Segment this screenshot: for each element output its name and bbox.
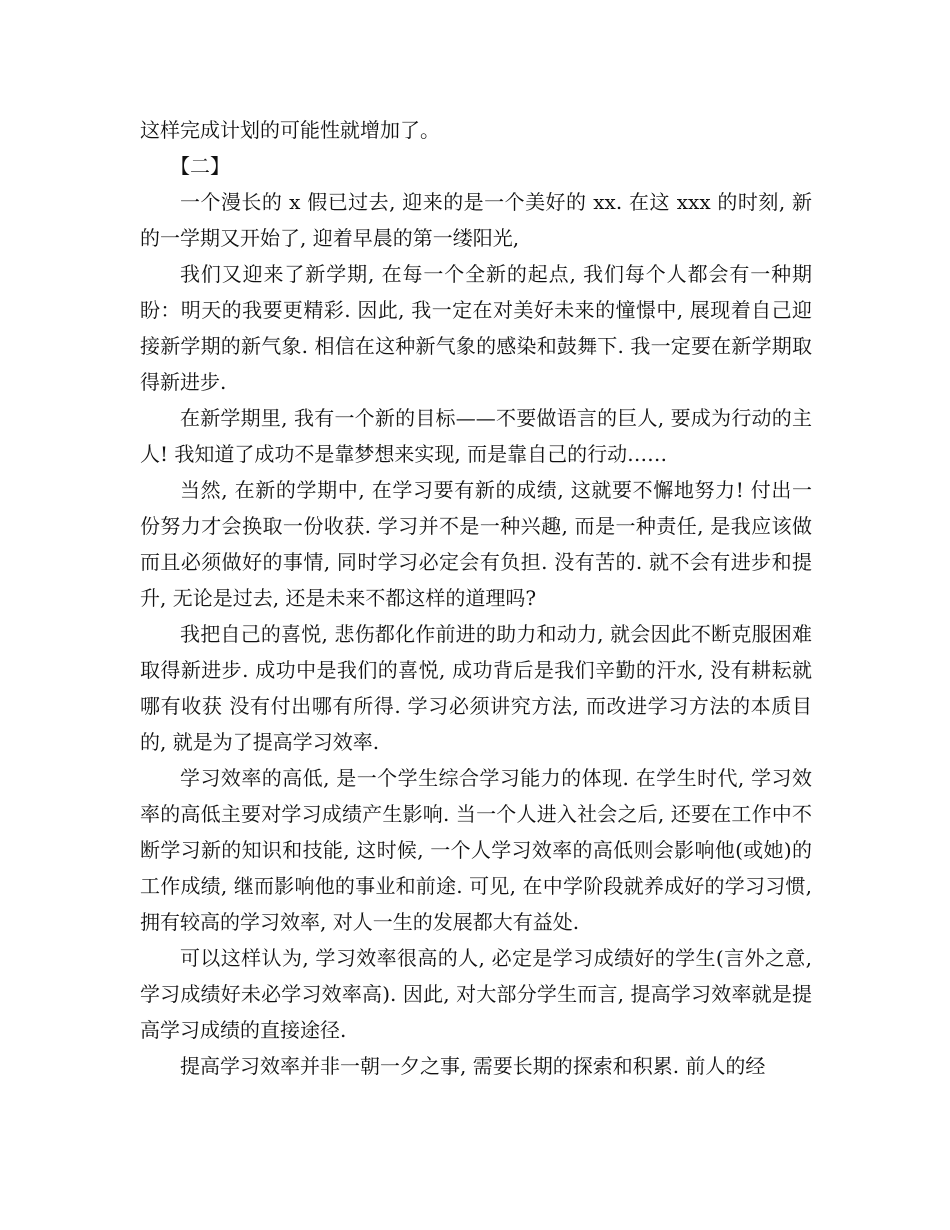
paragraph-4: 当然, 在新的学期中, 在学习要有新的成绩, 这就要不懈地努力! 付出一份努力才会换取一份收获. 学习并不是一种兴趣, 而是一种责任, 是我应该做而且必须做好的事情, 同时学习必定会有负担. 没有苦的. 就不会有进步和提升, 无论是过去, 还是未来不都这样的道理吗? (140, 478, 812, 610)
paragraph-7: 可以这样认为, 学习效率很高的人, 必定是学习成绩好的学生(言外之意, 学习成绩好未必学习效率高). 因此, 对大部分学生而言, 提高学习效率就是提高学习成绩的直接途径. (140, 946, 812, 1042)
paragraph-3: 在新学期里, 我有一个新的目标——不要做语言的巨人, 要成为行动的主人! 我知道了成功不是靠梦想来实现, 而是靠自己的行动…… (140, 406, 812, 466)
continuation-line: 这样完成计划的可能性就增加了。 (140, 118, 440, 142)
paragraph-8: 提高学习效率并非一朝一夕之事, 需要长期的探索和积累. 前人的经 (180, 1054, 766, 1078)
paragraph-6: 学习效率的高低, 是一个学生综合学习能力的体现. 在学生时代, 学习效率的高低主要对学习成绩产生影响. 当一个人进入社会之后, 还要在工作中不断学习新的知识和技能, 这时候, 一个人学习效率的高低则会影响他(或她)的工作成绩, 继而影响他的事业和前途. 可见, 在中学阶段就养成好的学习习惯, 拥有较高的学习效率, 对人一生的发展都大有益处. (140, 766, 812, 934)
section-heading: 【二】 (170, 154, 230, 178)
paragraph-2: 我们又迎来了新学期, 在每一个全新的起点, 我们每个人都会有一种期盼：明天的我要更精彩. 因此, 我一定在对美好未来的憧憬中, 展现着自己迎接新学期的新气象. 相信在这种新气象的感染和鼓舞下. 我一定要在新学期取得新进步. (140, 262, 812, 394)
paragraph-1: 一个漫长的 x 假已过去, 迎来的是一个美好的 xx. 在这 xxx 的时刻, 新的一学期又开始了, 迎着早晨的第一缕阳光, (140, 190, 812, 250)
document-body (140, 112, 812, 1084)
paragraph-5: 我把自己的喜悦, 悲伤都化作前进的助力和动力, 就会因此不断克服困难取得新进步. 成功中是我们的喜悦, 成功背后是我们辛勤的汗水, 没有耕耘就哪有收获 没有付出哪有所得. 学习必须讲究方法, 而改进学习方法的本质目的, 就是为了提高学习效率. (140, 622, 812, 754)
